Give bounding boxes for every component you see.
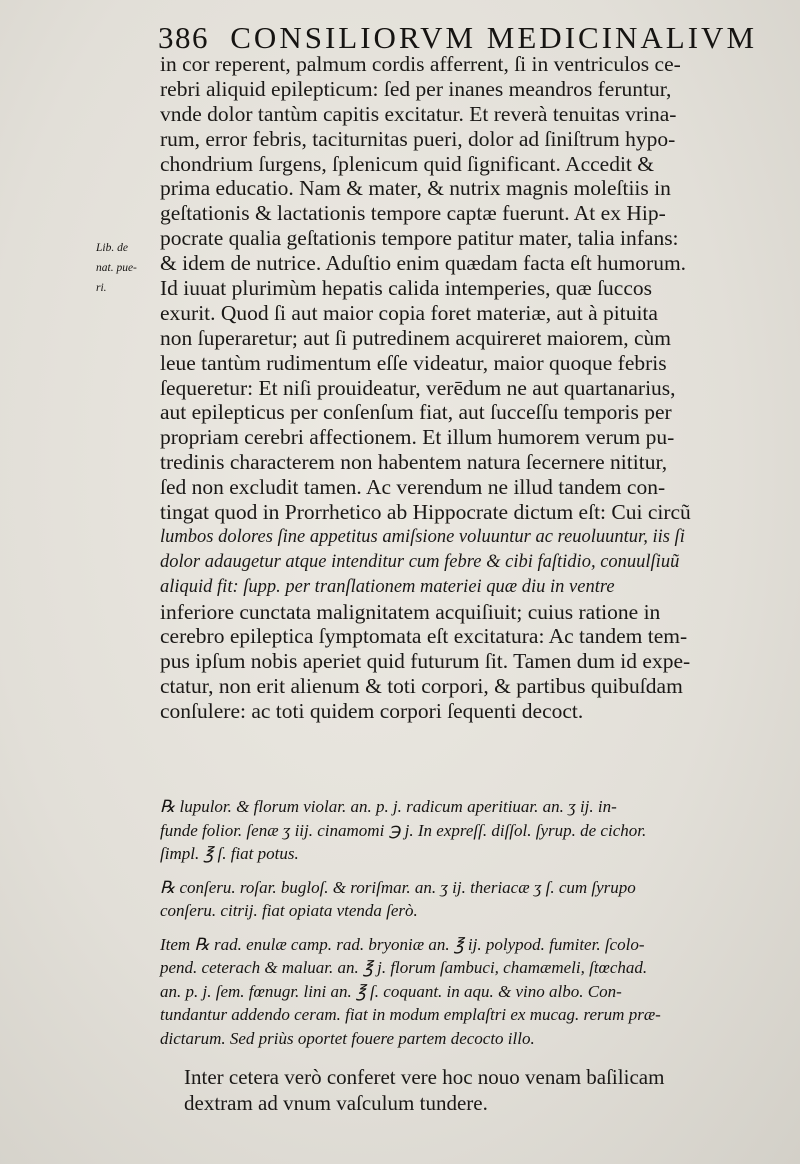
text-line: prima educatio. Nam & mater, & nutrix magnis moleſtiis in xyxy=(160,176,671,201)
marginal-note-line: Lib. de xyxy=(96,242,128,254)
running-title: CONSILIORVM MEDICINALIVM xyxy=(230,20,758,55)
text-line: ſequeretur: Et niſi prouideatur, verēdum ne aut quartanarius, xyxy=(160,375,676,400)
text-line: rebri aliquid epilepticum: ſed per inanes meandros feruntur, xyxy=(160,76,672,101)
prescription-line: ſimpl. ℥ ſ. fiat potus. xyxy=(160,844,299,863)
text-line: conſulere: ac toti quidem corpori ſequenti decoct. xyxy=(160,699,584,724)
prescription-2 xyxy=(160,876,778,923)
text-line: tingat quod in Prorrhetico ab Hippocrate dictum eſt: Cui circũ xyxy=(160,500,691,525)
text-line: pus ipſum nobis aperiet quid futurum ſit. Tamen dum id expe- xyxy=(160,649,691,674)
page-header xyxy=(158,20,778,56)
prescription-line: tundantur addendo ceram. fiat in modum emplaſtri ex mucag. rerum præ- xyxy=(160,1005,661,1024)
text-line: Inter cetera verò conferet vere hoc nouo venam baſilicam xyxy=(184,1065,665,1089)
text-line: geſtationis & lactationis tempore captæ fuerunt. At ex Hip- xyxy=(160,201,666,226)
prescription-line: conſeru. citrij. fiat opiata vtenda ſerò. xyxy=(160,901,418,920)
marginal-note-line: ri. xyxy=(96,282,107,294)
text-line: tredinis characterem non habentem natura ſecernere nititur, xyxy=(160,450,668,475)
marginal-note xyxy=(96,238,156,298)
text-line: propriam cerebri affectionem. Et illum humorem verum pu- xyxy=(160,425,675,450)
quotation-line: lumbos dolores ſine appetitus amiſsione voluuntur ac reuoluuntur, iis ſi xyxy=(160,526,685,547)
text-line: pocrate qualia geſtationis tempore patitur mater, talia infans: xyxy=(160,226,679,251)
prescription-line: ℞ lupulor. & florum violar. an. p. j. radicum aperitiuar. an. ʒ ij. in- xyxy=(160,797,617,816)
text-line: ctatur, non erit alienum & toti corpori, & partibus quibuſdam xyxy=(160,674,683,699)
quotation-line: aliquid fit: ſupp. per tranſlationem materiei quæ diu in ventre xyxy=(160,576,615,597)
prescription-line: ℞ conſeru. roſar. bugloſ. & roriſmar. an. ʒ ij. theriacæ ʒ ſ. cum ſyrupo xyxy=(160,877,636,897)
text-line: exurit. Quod ſi aut maior copia foret materiæ, aut à pituita xyxy=(160,300,658,325)
prescription-1 xyxy=(160,795,778,866)
prescription-line: pend. ceterach & maluar. an. ℥ j. florum ſambuci, chamæmeli, ſtœchad. xyxy=(160,958,648,977)
text-line: leue tantùm rudimentum eſſe videatur, maior quoque febris xyxy=(160,350,667,375)
text-line: dextram ad vnum vaſculum tundere. xyxy=(184,1091,488,1115)
prescription-3 xyxy=(160,933,778,1051)
text-line: non ſuperaretur; aut ſi putredinem acquireret maiorem, cùm xyxy=(160,325,672,350)
text-line: aut epilepticus per conſenſum fiat, aut ſucceſſu temporis per xyxy=(160,400,672,425)
text-line: & idem de nutrice. Aduſtio enim quædam facta eſt humorum. xyxy=(160,251,687,276)
prescription-line: Item ℞ rad. enulæ camp. rad. bryoniæ an. ℥ ij. polypod. fumiter. ſcolo- xyxy=(160,934,645,954)
text-line: Id iuuat plurimùm hepatis calida intemperies, quæ ſuccos xyxy=(160,276,652,301)
text-line: rum, error febris, taciturnitas pueri, dolor ad ſiniſtrum hypo- xyxy=(160,126,676,151)
quotation-line: dolor adaugetur atque intenditur cum febre & cibi faſtidio, conuulſiuũ xyxy=(160,551,680,572)
text-line: cerebro epileptica ſymptomata eſt excitatura: Ac tandem tem- xyxy=(160,624,688,649)
prescription-line: an. p. j. ſem. fœnugr. lini an. ℥ ſ. coquant. in aqu. & vino albo. Con- xyxy=(160,981,622,1001)
prescriptions xyxy=(160,795,778,1050)
closing-paragraph xyxy=(184,1064,778,1116)
text-line: ſed non excludit tamen. Ac verendum ne illud tandem con- xyxy=(160,475,666,500)
text-line: in cor reperent, palmum cordis afferrent, ſi in ventriculos ce- xyxy=(160,52,681,76)
text-line: chondrium ſurgens, ſplenicum quid ſignificant. Accedit & xyxy=(160,151,655,176)
prescription-line: funde folior. ſenæ ʒ iij. cinamomi ℈ j. In expreſſ. diſſol. ſyrup. de cichor. xyxy=(160,820,647,840)
text-line: inferiore cunctata malignitatem acquiſiuit; cuius ratione in xyxy=(160,599,661,624)
marginal-note-line: nat. pue- xyxy=(96,262,137,274)
prescription-line: dictarum. Sed priùs oportet fouere partem decocto illo. xyxy=(160,1028,535,1048)
main-text xyxy=(160,52,778,724)
text-line: vnde dolor tantùm capitis excitatur. Et reverà tenuitas vrina- xyxy=(160,101,677,126)
page-number: 386 xyxy=(158,20,209,55)
